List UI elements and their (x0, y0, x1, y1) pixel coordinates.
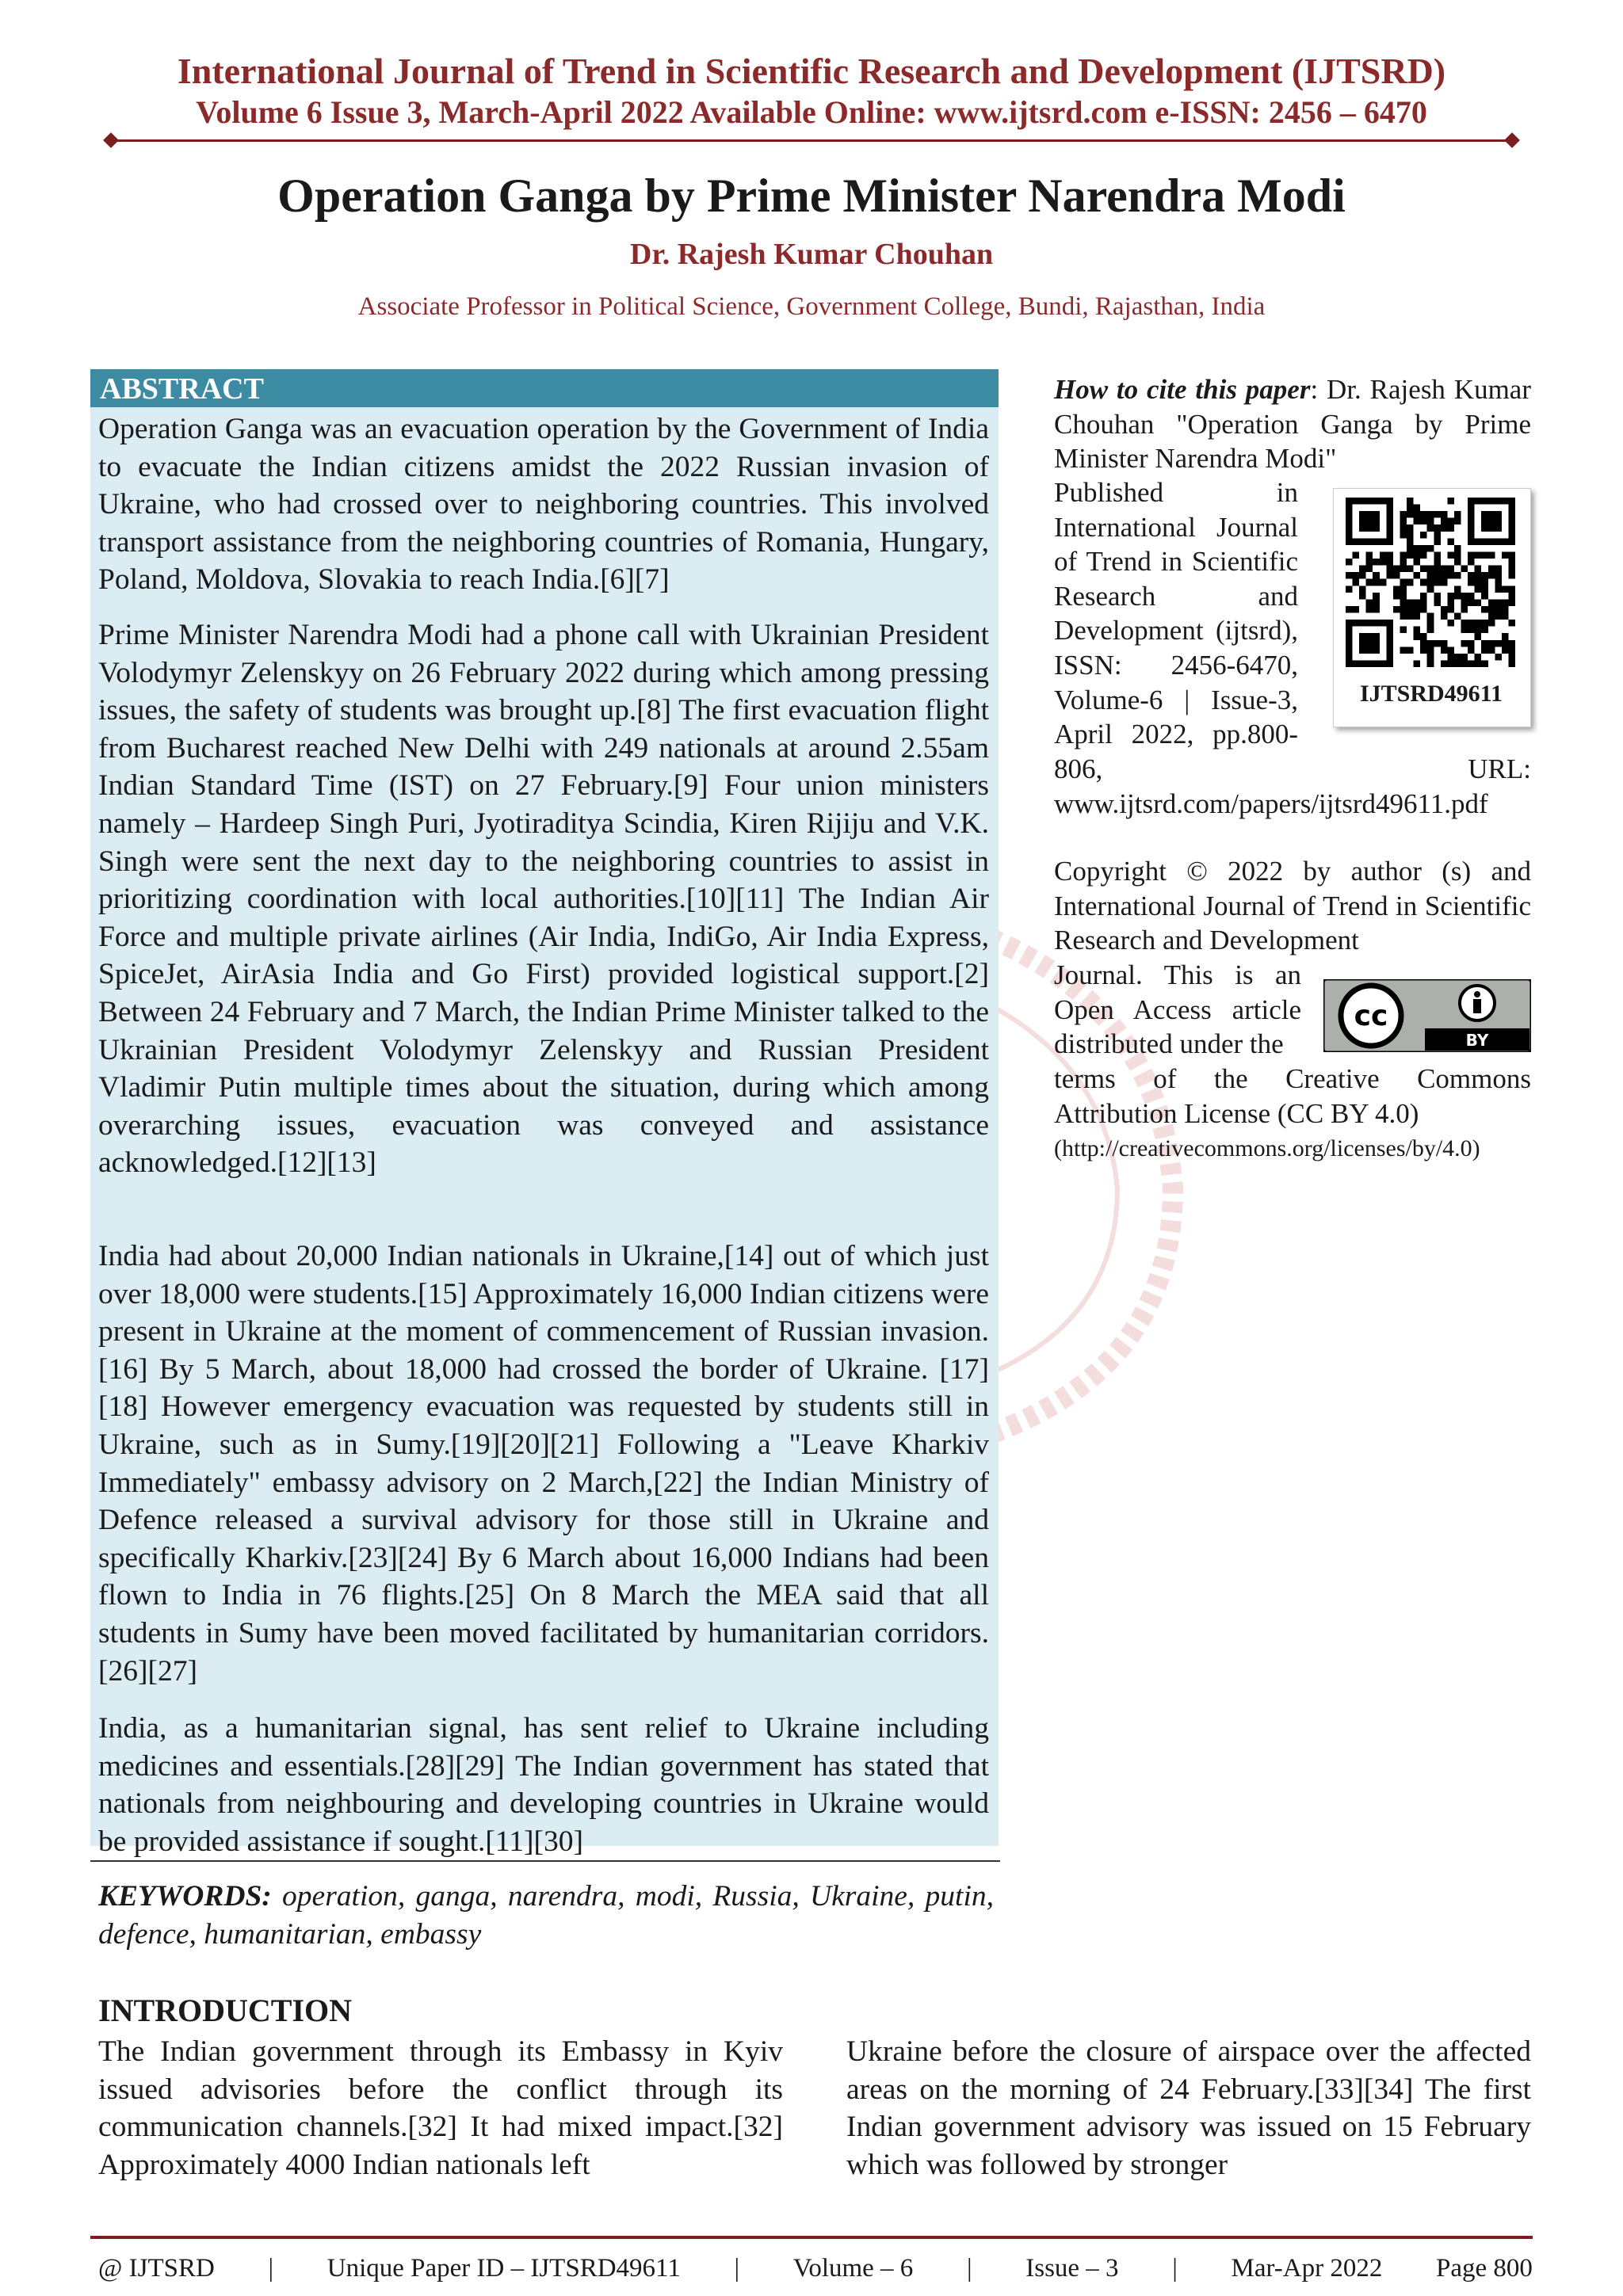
keywords-label: KEYWORDS: (98, 1880, 272, 1913)
citation-url[interactable] (1054, 752, 1531, 821)
keywords (98, 1878, 994, 1954)
license-url[interactable]: (http://creativecommons.org/licenses/by/4.0) (1054, 1135, 1480, 1161)
introduction-right-column: Ukraine before the closure of airspace over the affected areas on the morning of 24 February.[33][34] The first Indian government advisory was issued on 15 February which was followed by stronger (846, 2035, 1531, 2181)
footer-issue: Issue – 3 (1025, 2254, 1119, 2283)
author-affiliation: Associate Professor in Political Science, Government College, Bundi, Rajasthan, India (357, 292, 1266, 321)
copyright-text: Copyright © 2022 by author (s) and International Journal of Trend in Scientific Research and Development (1054, 856, 1531, 956)
footer-separator: | (268, 2254, 274, 2283)
paper-title: Operation Ganga by Prime Minister Narendra Modi (277, 170, 1346, 222)
citation-lead-text: : Dr. Rajesh Kumar Chouhan "Operation Ganga by Prime Minister Narendra Modi" (1054, 374, 1531, 475)
introduction-left-column: The Indian government through its Embassy in Kyiv issued advisories before the conflict through its communication channels.[32] It had mixed impact.[32] Approximately 4000 Indian nationals left (98, 2035, 783, 2181)
abstract-paragraph: Operation Ganga was an evacuation operation by the Government of India to evacuate the Indian citizens amidst the 2022 Russian invasion of Ukraine, who had crossed over to neighboring countries. This involved transport assistance from the neighboring countries of Romania, Hungary, Poland, Moldova, Slovakia to reach India.[6][7] (98, 413, 989, 597)
footer-journal: @ IJTSRD (98, 2254, 215, 2283)
citation-label: How to cite this paper (1054, 374, 1311, 405)
header-rule (111, 139, 1512, 142)
footer-rule (90, 2236, 1533, 2239)
abstract-heading: ABSTRACT (100, 372, 264, 406)
qr-code-icon[interactable] (1346, 498, 1515, 667)
copyright-text-narrow: Journal. This is an Open Access article distributed under the (1054, 959, 1301, 1060)
citation-lead (1054, 372, 1531, 476)
keywords-rule (90, 1860, 1000, 1862)
citation-url-label: URL: (1468, 753, 1531, 784)
introduction-heading: INTRODUCTION (98, 1993, 353, 2028)
citation-details: Published in International Journal of Trend in Scientific Research and Development (ijtsrd), ISSN: 2456-6470, Volume-6 | Issue-3, April 2022, pp.800-806, (1054, 477, 1298, 784)
footer-date: Mar-Apr 2022 (1231, 2254, 1383, 2283)
license-text: terms of the Creative Commons Attribution License (CC BY 4.0) (1054, 1063, 1531, 1129)
citation-url-link[interactable]: www.ijtsrd.com/papers/ijtsrd49611.pdf (1054, 788, 1488, 819)
footer-paper-id: Unique Paper ID – IJTSRD49611 (327, 2254, 681, 2283)
footer-volume: Volume – 6 (792, 2254, 914, 2283)
author-name: Dr. Rajesh Kumar Chouhan (629, 238, 994, 271)
journal-issue-line: Volume 6 Issue 3, March-April 2022 Available Online: www.ijtsrd.com e-ISSN: 2456 – 6470 (196, 94, 1427, 130)
footer-separator: | (734, 2254, 740, 2283)
page-footer (98, 2252, 1533, 2285)
footer-page-number: Page 800 (1436, 2254, 1533, 2283)
abstract-paragraph: Prime Minister Narendra Modi had a phone call with Ukrainian President Volodymyr Zelenskyy on 26 February 2022 during which among pressing issues, the safety of students was brought up.[8] The first evacuation flight from Bucharest reached New Delhi with 249 nationals at around 2.55am Indian Standard Time (IST) on 27 February.[9] Four union ministers namely – Hardeep Singh Puri, Jyotiraditya Scindia, Kiren Rijiju and V.K. Singh were sent the next day to the neighboring countries to assist in prioritizing coordination with local authorities.[10][11] The Indian Air Force and multiple private airlines (Air India, IndiGo, Air India Express, SpiceJet, AirAsia India and Go First) provided logistical support.[2] Between 24 February and 7 March, the Indian Prime Minister talked to the Ukrainian President Volodymyr Zelenskyy and Russian President Vladimir Putin multiple times about the situation, during which among overarching issues, evacuation was conveyed and assistance acknowledged.[12][13] (98, 619, 989, 1180)
keywords-text: operation, ganga, narendra, modi, Russia, Ukraine, putin, defence, humanitarian, embassy (98, 1880, 994, 1951)
by-badge-label: BY (1465, 1031, 1489, 1050)
rule-right-ornament (1504, 132, 1520, 148)
footer-separator: | (1172, 2254, 1178, 2283)
abstract-paragraph: India had about 20,000 Indian nationals in Ukraine,[14] out of which just over 18,000 were students.[15] Approximately 16,000 Indian citizens were present in Ukraine at the moment of commencement of Russian invasion. [16] By 5 March, about 18,000 had crossed the border of Ukraine. [17][18] However emergency evacuation was requested by students still in Ukraine, such as in Sumy.[19][20][21] Following a "Leave Kharkiv Immediately" embassy advisory on 2 March,[22] the Indian Ministry of Defence released a survival advisory for those still in Ukraine and specifically Kharkiv.[23][24] By 6 March about 16,000 Indians had been flown to India in 76 flights.[25] On 8 March the MEA said that all students in Sumy have been moved facilitated by humanitarian corridors.[26][27] (98, 1240, 989, 1688)
abstract-paragraph: India, as a humanitarian signal, has sent relief to Ukraine including medicines and essentials.[28][29] The Indian government has stated that nationals from neighbouring and developing countries in Ukraine would be provided assistance if sought.[11][30] (98, 1712, 989, 1858)
footer-separator: | (966, 2254, 972, 2283)
paper-id-badge: IJTSRD49611 (1359, 681, 1503, 707)
cc-badge-label: cc (1354, 1000, 1388, 1032)
cc-by-license-icon[interactable] (1323, 979, 1531, 1052)
journal-title: International Journal of Trend in Scientific Research and Development (IJTSRD) (177, 51, 1446, 91)
